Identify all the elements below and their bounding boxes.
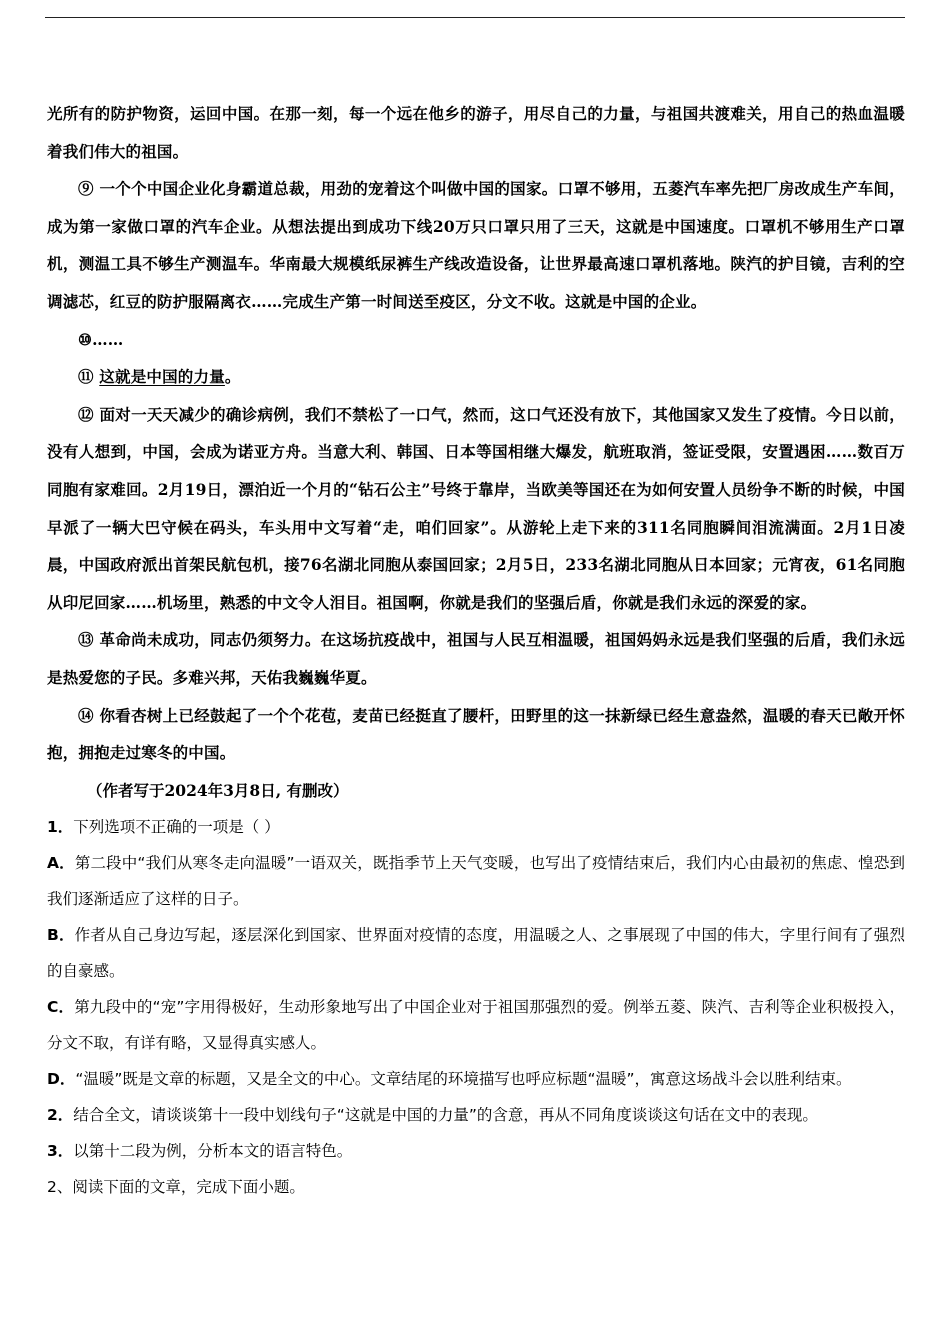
option-b	[47, 917, 905, 989]
option-b-label: B．	[47, 925, 75, 944]
option-d	[47, 1061, 905, 1097]
option-c	[47, 989, 905, 1061]
header-rule	[45, 17, 905, 18]
question-1	[47, 809, 905, 845]
option-a	[47, 845, 905, 917]
question-3-text: 以第十二段为例，分析本文的语言特色。	[73, 1141, 353, 1160]
questions	[47, 809, 905, 1205]
option-c-text: 第九段中的“宠”字用得极好，生动形象地写出了中国企业对于祖国那强烈的爱。例举五菱、陕汽、吉利等企业积极投入，分文不取，有详有略，又显得真实感人。	[47, 997, 905, 1052]
author-note: （作者写于2024年3月8日, 有删改）	[87, 780, 349, 800]
question-3	[47, 1133, 905, 1169]
paragraph-12: ⑫ 面对一天天减少的确诊病例，我们不禁松了一口气，然而，这口气还没有放下，其他国家又发生了疫情。今日以前，没有人想到，中国，会成为诺亚方舟。当意大利、韩国、日本等国相继大爆发，航班取消，签证受限，安置遇困……数百万同胞有家难回。2月19日，漂泊近一个月的“钻石公主”号终于靠岸，当欧美等国还在为如何安置人员纷争不断的时候，中国早派了一辆大巴守候在码头，车头用中文写着“走，咱们回家”。从游轮上走下来的311名同胞瞬间泪流满面。2月1日凌晨，中国政府派出首架民航包机，接76名湖北同胞从泰国回家；2月5日，233名湖北同胞从日本回家；元宵夜，61名同胞从印尼回家……机场里，熟悉的中文令人泪目。祖国啊，你就是我们的坚强后盾，你就是我们永远的深爱的家。	[47, 404, 905, 612]
option-d-label: D．	[47, 1069, 76, 1088]
paragraph-14: ⑭ 你看杏树上已经鼓起了一个个花苞，麦苗已经挺直了腰杆，田野里的这一抹新绿已经生意盎然，温暖的春天已敞开怀抱，拥抱走过寒冬的中国。	[47, 705, 905, 763]
paragraph-13: ⑬ 革命尚未成功，同志仍须努力。在这场抗疫战中，祖国与人民互相温暖，祖国妈妈永远是我们坚强的后盾，我们永远是热爱您的子民。多难兴邦，天佑我巍巍华夏。	[47, 630, 905, 687]
paragraph-11-number: ⑪	[78, 367, 100, 387]
option-c-label: C．	[47, 997, 75, 1016]
question-1-number: 1．	[47, 817, 74, 836]
next-section-heading: 2、阅读下面的文章，完成下面小题。	[47, 1177, 305, 1196]
paragraph-continued: 光所有的防护物资，运回中国。在那一刻，每一个远在他乡的游子，用尽自己的力量，与祖国共渡难关，用自己的热血温暖着我们伟大的祖国。	[47, 104, 905, 161]
paragraph-9: ⑨ 一个个中国企业化身霸道总裁，用劲的宠着这个叫做中国的国家。口罩不够用，五菱汽车率先把厂房改成生产车间，成为第一家做口罩的汽车企业。从想法提出到成功下线20万只口罩只用了三天，这就是中国速度。口罩机不够用生产口罩机，测温工具不够生产测温车。华南最大规模纸尿裤生产线改造设备，让世界最高速口罩机落地。陕汽的护目镜，吉利的空调滤芯，红豆的防护服隔离衣……完成生产第一时间送至疫区，分文不收。这就是中国的企业。	[47, 179, 905, 311]
question-2	[47, 1097, 905, 1133]
question-2-number: 2．	[47, 1105, 74, 1124]
paragraph-11	[47, 358, 905, 396]
question-1-text: 下列选项不正确的一项是（ ）	[73, 817, 280, 836]
article-body	[47, 95, 905, 1205]
underlined-sentence: 这就是中国的力量	[99, 367, 225, 387]
paragraph-10: ⑩……	[78, 329, 124, 349]
paragraph-11-end: 。	[224, 367, 241, 387]
option-d-text: “温暖”既是文章的标题，又是全文的中心。文章结尾的环境描写也呼应标题“温暖”，寓意这场战斗会以胜利结束。	[75, 1069, 852, 1088]
option-a-text: 第二段中“我们从寒冬走向温暖”一语双关，既指季节上天气变暖，也写出了疫情结束后，我们内心由最初的焦虑、惶恐到我们逐渐适应了这样的日子。	[47, 853, 905, 908]
option-a-label: A．	[47, 853, 75, 872]
question-3-number: 3．	[47, 1141, 74, 1160]
option-b-text: 作者从自己身边写起，逐层深化到国家、世界面对疫情的态度，用温暖之人、之事展现了中国的伟大，字里行间有了强烈的自豪感。	[47, 925, 905, 980]
question-2-text: 结合全文，请谈谈第十一段中划线句子“这就是中国的力量”的含意，再从不同角度谈谈这句话在文中的表现。	[73, 1105, 818, 1124]
